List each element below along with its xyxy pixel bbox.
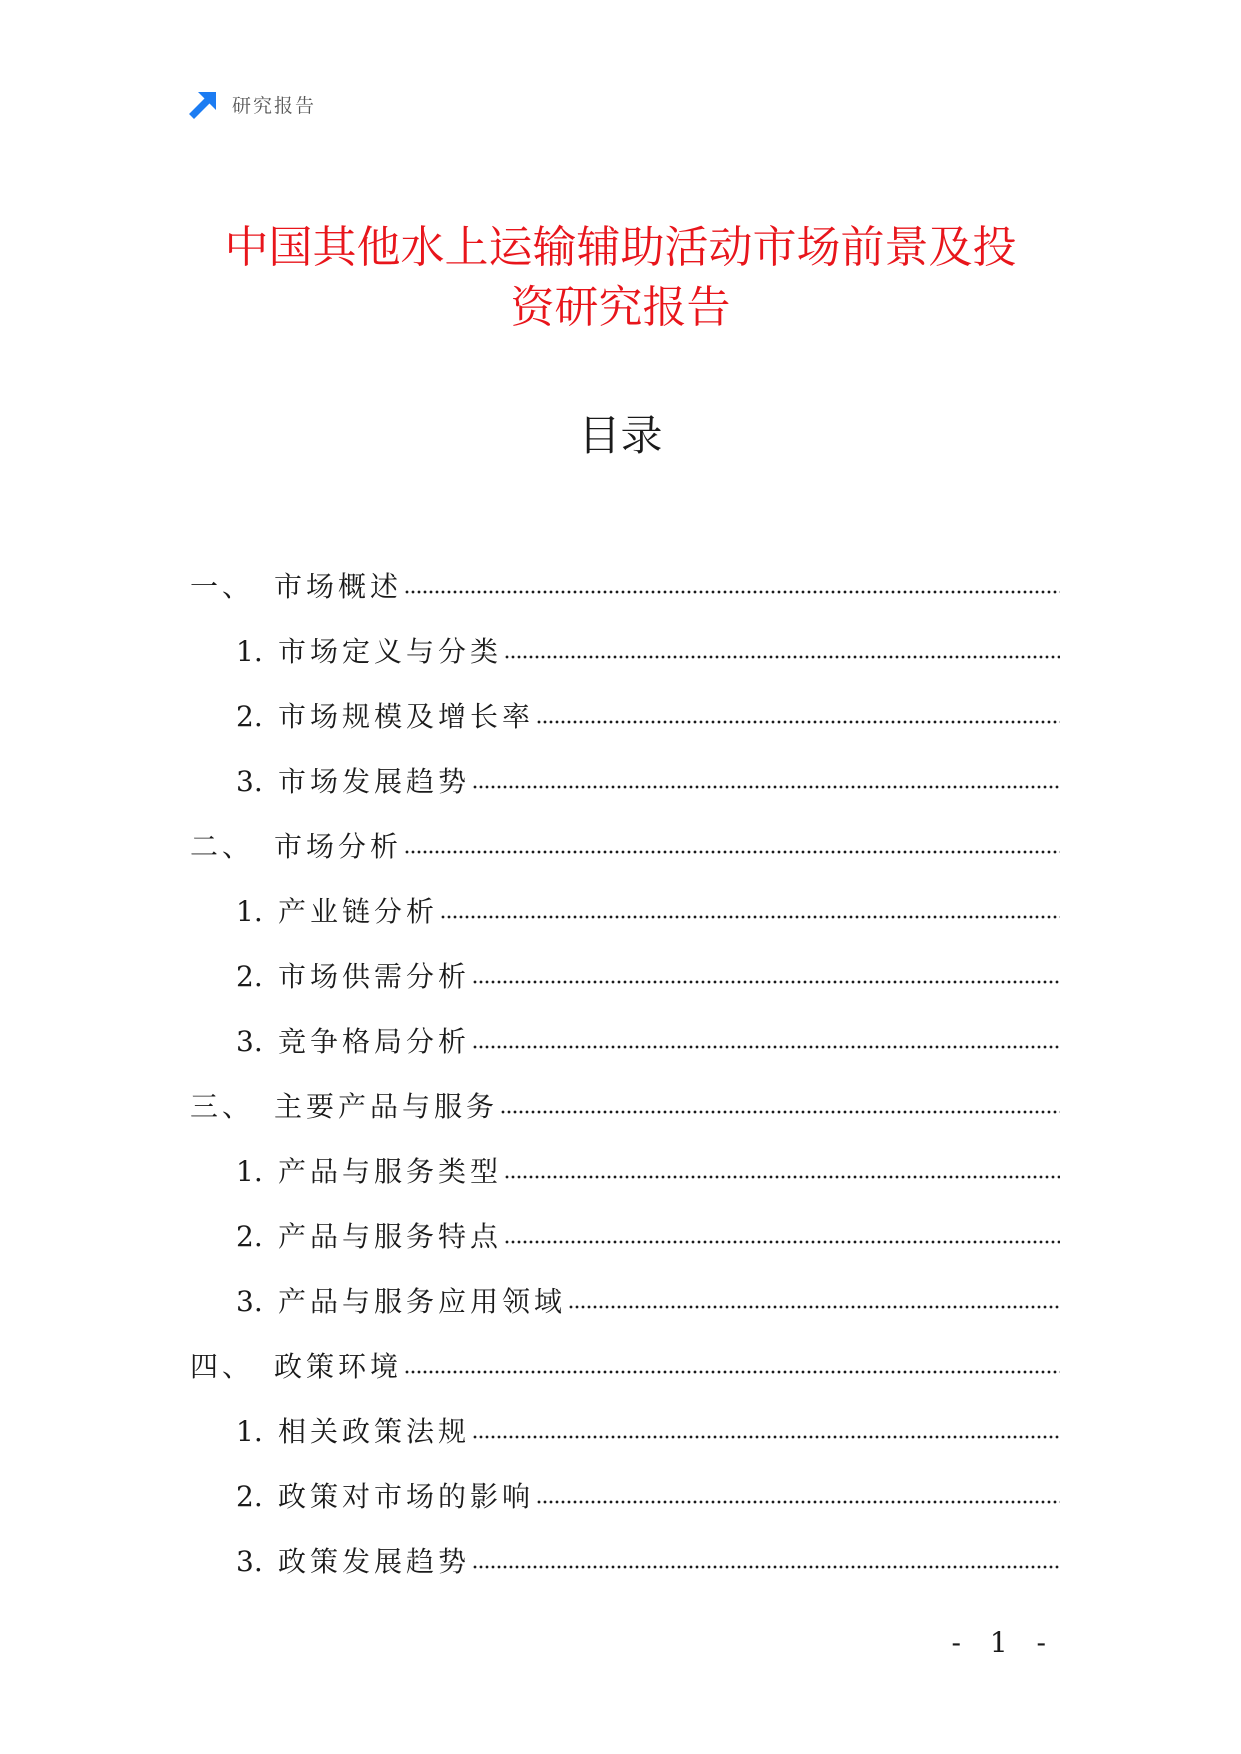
toc-section-entry[interactable]	[190, 540, 1060, 605]
toc-entry-title: 市场分析	[274, 830, 403, 863]
toc-dot-leader	[440, 913, 1060, 921]
toc-entry-number: 3.	[236, 1285, 263, 1318]
toc-entry-number: 2.	[236, 960, 263, 993]
toc-entry-title: 市场定义与分类	[278, 635, 503, 668]
arrow-up-right-logo-icon	[188, 88, 220, 120]
toc-heading: 目录	[578, 411, 663, 460]
toc-entry-title: 市场规模及增长率	[278, 700, 535, 733]
document-title-line-2: 资研究报告	[510, 282, 731, 333]
toc-entry-number: 三、	[190, 1090, 255, 1123]
toc-dot-leader	[472, 1433, 1060, 1441]
toc-dot-leader	[568, 1303, 1060, 1311]
toc-subsection-entry[interactable]	[190, 670, 1060, 735]
toc-entry-title: 相关政策法规	[278, 1415, 471, 1448]
page-header	[188, 86, 316, 122]
toc-entry-number: 1.	[236, 1155, 263, 1188]
toc-dot-leader	[504, 1173, 1060, 1181]
toc-dot-leader	[504, 653, 1060, 661]
toc-subsection-entry[interactable]	[190, 1450, 1060, 1515]
toc-subsection-entry[interactable]	[190, 1515, 1060, 1580]
toc-dot-leader	[536, 1498, 1060, 1506]
toc-entry-number: 2.	[236, 1480, 263, 1513]
toc-entry-title: 政策环境	[274, 1350, 403, 1383]
toc-entry-title: 产品与服务类型	[278, 1155, 503, 1188]
toc-dot-leader	[472, 1043, 1060, 1051]
toc-subsection-entry[interactable]	[190, 605, 1060, 670]
toc-entry-title: 政策发展趋势	[278, 1545, 471, 1578]
toc-entry-number: 二、	[190, 830, 255, 863]
toc-entry-title: 产业链分析	[278, 895, 439, 928]
toc-subsection-entry[interactable]	[190, 930, 1060, 995]
toc-section-entry[interactable]	[190, 1060, 1060, 1125]
toc-subsection-entry[interactable]	[190, 995, 1060, 1060]
toc-entry-number: 四、	[190, 1350, 255, 1383]
toc-entry-number: 1.	[236, 1415, 263, 1448]
toc-entry-number: 1.	[236, 635, 263, 668]
toc-entry-number: 3.	[236, 765, 263, 798]
toc-entry-number: 2.	[236, 700, 263, 733]
document-title-line-1: 中国其他水上运输辅助活动市场前景及投	[224, 222, 1017, 273]
toc-dot-leader	[504, 1238, 1060, 1246]
toc-entry-title: 市场供需分析	[278, 960, 471, 993]
toc-entry-number: 3.	[236, 1025, 263, 1058]
toc-entry-number: 3.	[236, 1545, 263, 1578]
toc-subsection-entry[interactable]	[190, 1125, 1060, 1190]
page-number: - 1 -	[951, 1626, 1056, 1659]
toc-entry-title: 产品与服务特点	[278, 1220, 503, 1253]
header-label: 研究报告	[232, 94, 317, 117]
toc-dot-leader	[500, 1108, 1060, 1116]
toc-entry-title: 主要产品与服务	[274, 1090, 499, 1123]
toc-dot-leader	[536, 718, 1060, 726]
toc-subsection-entry[interactable]	[190, 1190, 1060, 1255]
toc-dot-leader	[404, 848, 1060, 856]
toc-dot-leader	[404, 1368, 1060, 1376]
toc-dot-leader	[472, 978, 1060, 986]
toc-subsection-entry[interactable]	[190, 735, 1060, 800]
toc-entry-title: 竞争格局分析	[278, 1025, 471, 1058]
table-of-contents	[190, 540, 1060, 1580]
toc-entry-title: 市场概述	[274, 570, 403, 603]
toc-dot-leader	[472, 783, 1060, 791]
toc-entry-number: 一、	[190, 570, 255, 603]
toc-dot-leader	[472, 1563, 1060, 1571]
toc-subsection-entry[interactable]	[190, 865, 1060, 930]
toc-entry-title: 市场发展趋势	[278, 765, 471, 798]
toc-section-entry[interactable]	[190, 1320, 1060, 1385]
toc-entry-number: 2.	[236, 1220, 263, 1253]
toc-subsection-entry[interactable]	[190, 1255, 1060, 1320]
toc-dot-leader	[404, 588, 1060, 596]
toc-entry-title: 政策对市场的影响	[278, 1480, 535, 1513]
toc-entry-title: 产品与服务应用领域	[278, 1285, 567, 1318]
document-title	[140, 218, 1101, 338]
toc-section-entry[interactable]	[190, 800, 1060, 865]
toc-subsection-entry[interactable]	[190, 1385, 1060, 1450]
toc-entry-number: 1.	[236, 895, 263, 928]
